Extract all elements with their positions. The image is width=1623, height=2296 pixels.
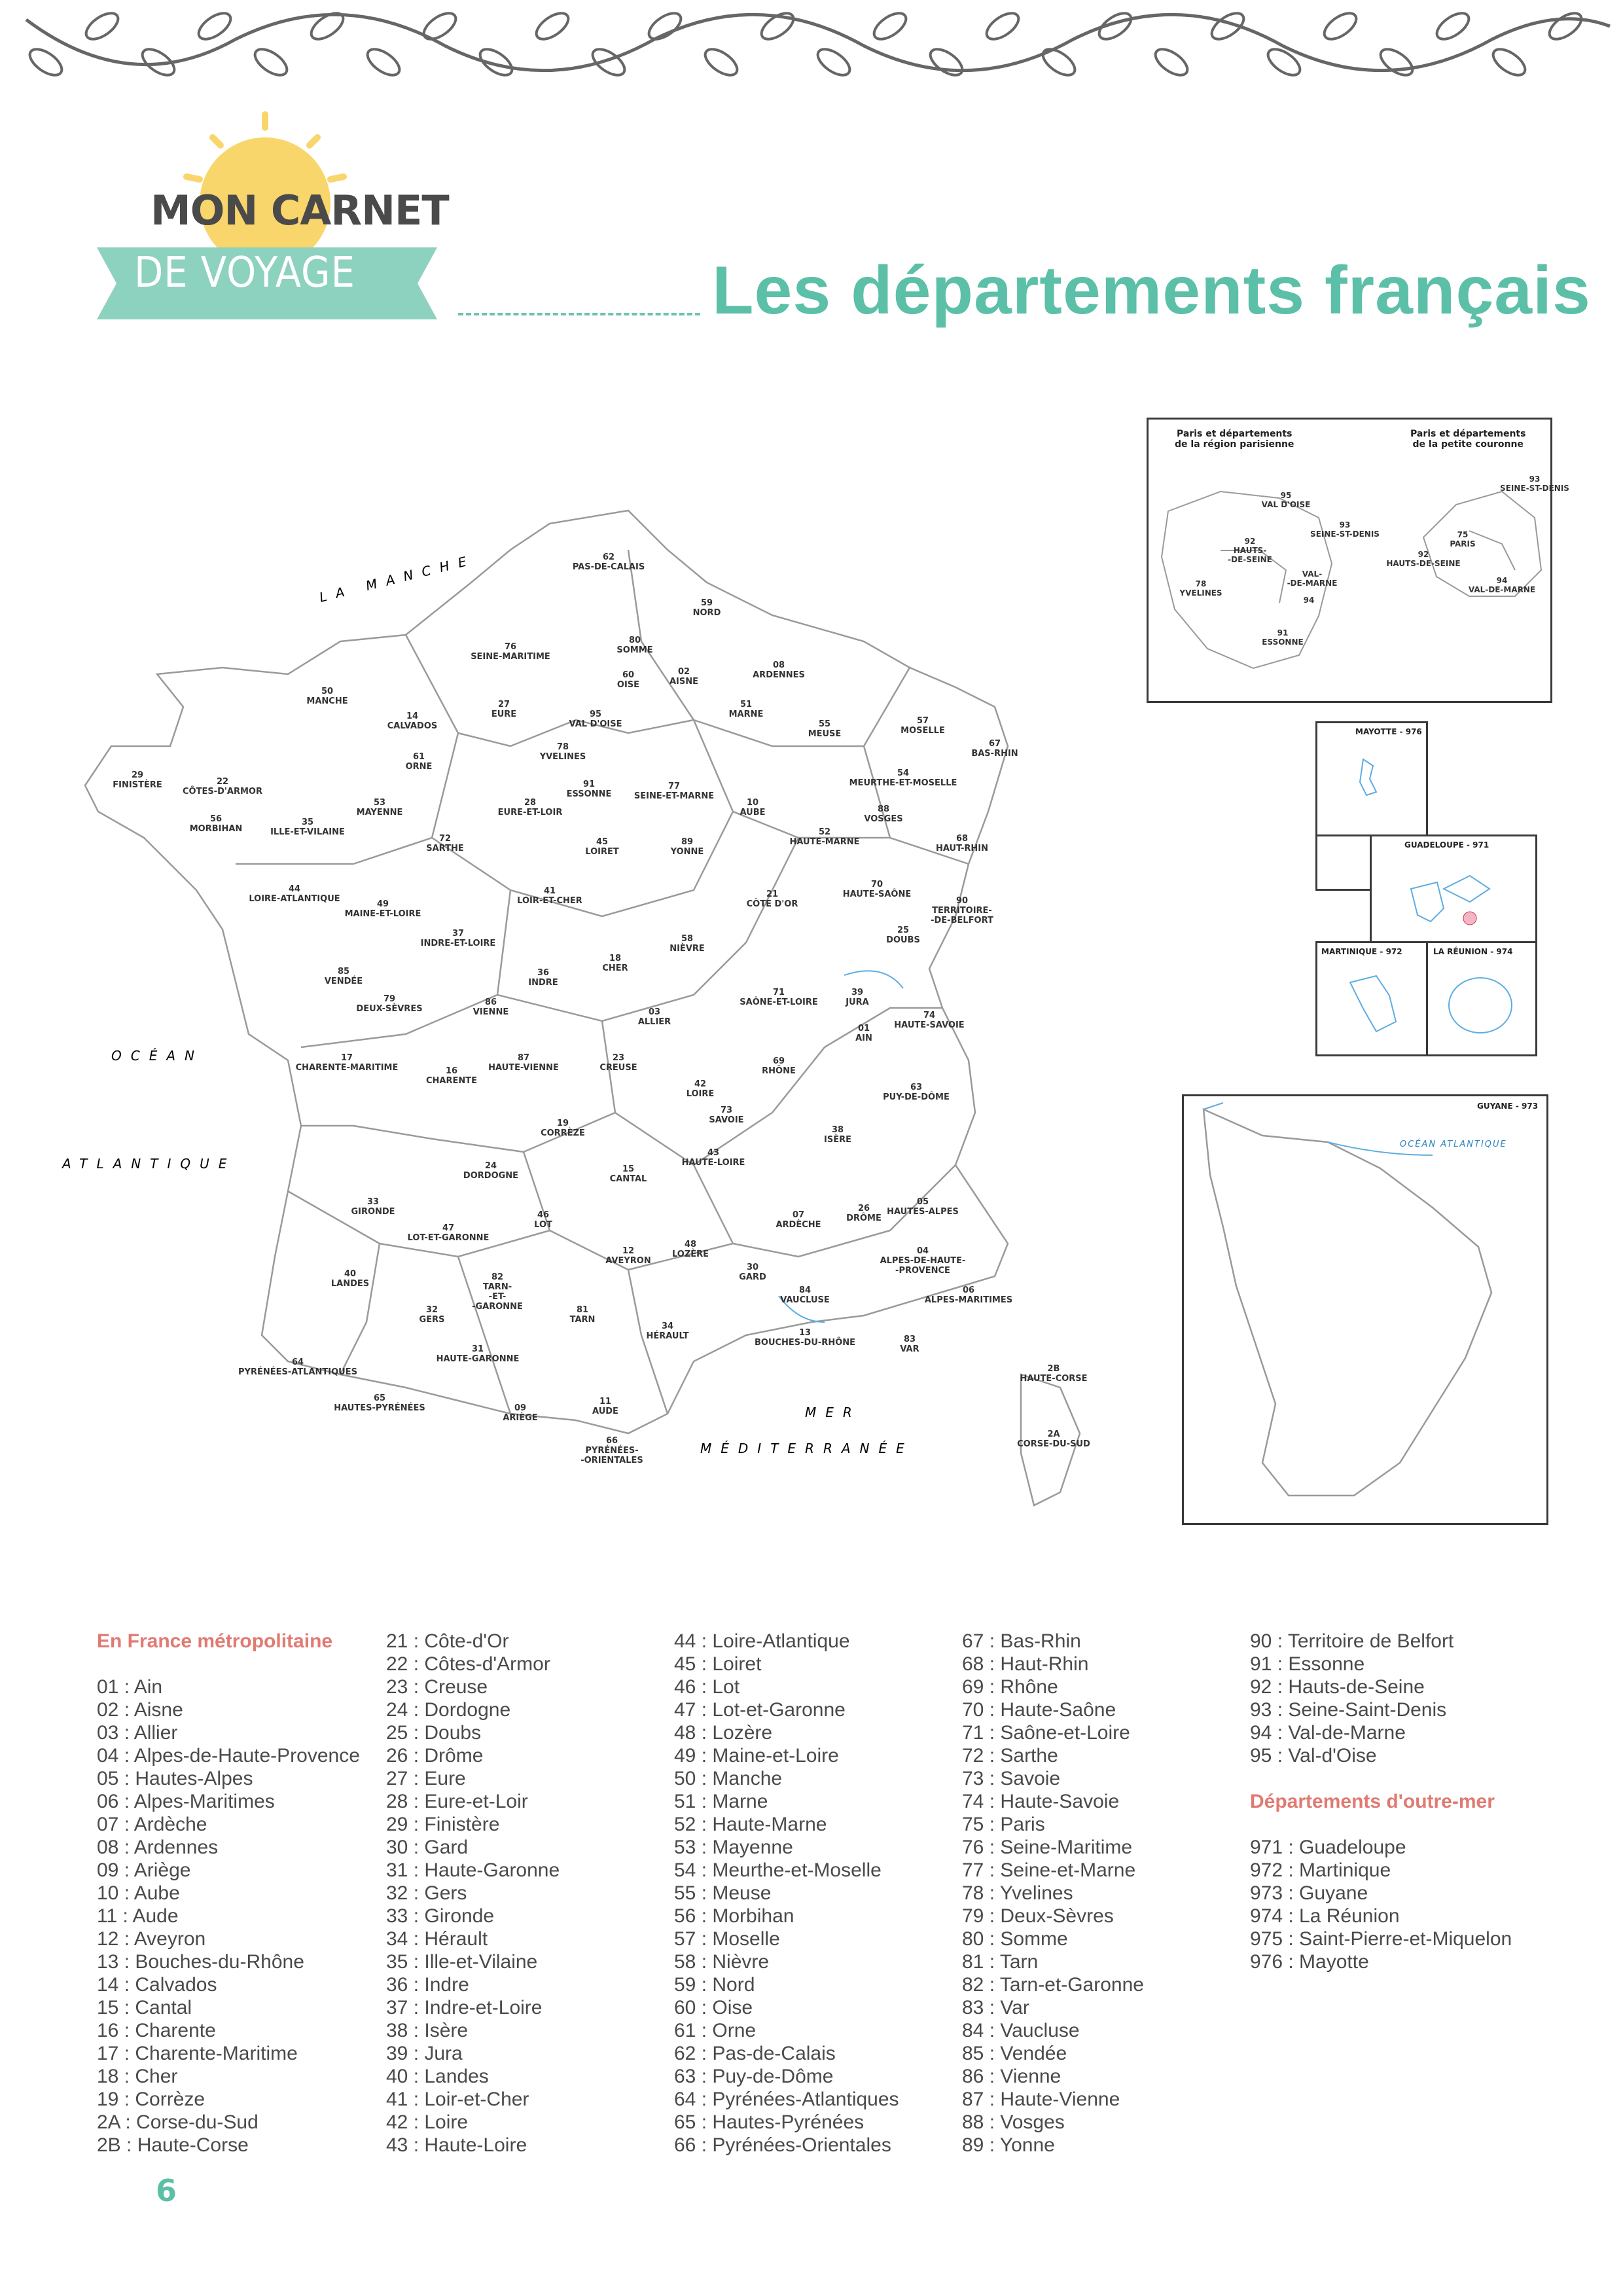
dept-label-15: 15 CANTAL xyxy=(609,1164,647,1184)
legend-item: 66 : Pyrénées-Orientales xyxy=(674,2134,891,2156)
page-number: 6 xyxy=(156,2173,177,2208)
leaf-icon xyxy=(645,8,685,44)
legend-item: 90 : Territoire de Belfort xyxy=(1250,1630,1454,1652)
legend-item: 08 : Ardennes xyxy=(97,1837,219,1858)
legend-item: 55 : Meuse xyxy=(674,1882,772,1904)
legend-item: 37 : Indre-et-Loire xyxy=(386,1997,543,2018)
dept-label-41: 41 LOIR-ET-CHER xyxy=(517,886,582,906)
guyane-map xyxy=(1184,1096,1546,1523)
guadeloupe-small-inset xyxy=(1315,834,1372,891)
legend-item: 49 : Maine-et-Loire xyxy=(674,1745,839,1767)
legend-item: 17 : Charente-Maritime xyxy=(97,2043,298,2064)
legend-item: 56 : Morbihan xyxy=(674,1905,794,1927)
dept-label-82: 82 TARN--ET--GARONNE xyxy=(472,1272,523,1312)
dept-label-77: 77 SEINE-ET-MARNE xyxy=(633,781,715,801)
title-divider xyxy=(458,313,700,315)
legend-item: 52 : Haute-Marne xyxy=(674,1814,827,1835)
dept-label-02: 02 AISNE xyxy=(669,667,699,687)
legend-item: 63 : Puy-de-Dôme xyxy=(674,2066,834,2087)
legend-item: 76 : Seine-Maritime xyxy=(962,1837,1133,1858)
legend-item: 58 : Nièvre xyxy=(674,1951,770,1973)
dept-label-34: 34 HÉRAULT xyxy=(646,1321,689,1341)
dept-label-18: 18 CHER xyxy=(602,954,628,973)
legend-item: 31 : Haute-Garonne xyxy=(386,1859,560,1881)
legend-item: 68 : Haut-Rhin xyxy=(962,1653,1089,1675)
legend-item: 33 : Gironde xyxy=(386,1905,495,1927)
dept-label-2A: 2A CORSE-DU-SUD xyxy=(1017,1429,1090,1449)
legend-item: 87 : Haute-Vienne xyxy=(962,2089,1120,2110)
paris-label-94: 94 xyxy=(1303,596,1315,605)
paris-label-95: 95 VAL D'OISE xyxy=(1261,491,1311,509)
leaf-icon xyxy=(82,8,122,44)
dept-label-89: 89 YONNE xyxy=(670,837,704,857)
legend-item: 976 : Mayotte xyxy=(1250,1951,1369,1973)
legend-item: 14 : Calvados xyxy=(97,1974,217,1996)
dept-label-66: 66 PYRÉNÉES--ORIENTALES xyxy=(580,1436,643,1465)
leaf-icon xyxy=(26,44,66,80)
legend-item: 11 : Aude xyxy=(97,1905,179,1927)
legend-item: 64 : Pyrénées-Atlantiques xyxy=(674,2089,899,2110)
dept-label-42: 42 LOIRE xyxy=(686,1079,715,1099)
dept-label-16: 16 CHARENTE xyxy=(426,1066,477,1086)
mayotte-island-icon xyxy=(1350,756,1389,802)
legend-item: 32 : Gers xyxy=(386,1882,467,1904)
legend-item: 23 : Creuse xyxy=(386,1676,488,1698)
dept-label-88: 88 VOSGES xyxy=(864,804,903,824)
legend-item: 92 : Hauts-de-Seine xyxy=(1250,1676,1425,1698)
dept-label-10: 10 AUBE xyxy=(740,798,766,817)
leaf-icon xyxy=(813,44,854,80)
dept-label-19: 19 CORRÈZE xyxy=(541,1119,585,1138)
dept-label-09: 09 ARIÈGE xyxy=(503,1403,538,1423)
legend-item: 60 : Oise xyxy=(674,1997,753,2018)
dept-label-33: 33 GIRONDE xyxy=(351,1197,395,1217)
page-title: Les départements français xyxy=(712,253,1591,329)
legend-item: 45 : Loiret xyxy=(674,1653,762,1675)
dept-label-2B: 2B HAUTE-CORSE xyxy=(1020,1364,1088,1384)
legend-item: 91 : Essonne xyxy=(1250,1653,1365,1675)
leaf-icon xyxy=(1489,44,1529,80)
legend-item: 22 : Côtes-d'Armor xyxy=(386,1653,550,1675)
dept-label-64: 64 PYRÉNÉES-ATLANTIQUES xyxy=(238,1357,357,1377)
dept-label-67: 67 BAS-RHIN xyxy=(971,739,1018,759)
legend-item: 54 : Meurthe-et-Moselle xyxy=(674,1859,882,1881)
leaf-icon xyxy=(138,44,179,80)
legend-item: 86 : Vienne xyxy=(962,2066,1061,2087)
dept-label-25: 25 DOUBS xyxy=(886,925,920,945)
dept-label-53: 53 MAYENNE xyxy=(356,798,403,817)
dept-label-83: 83 VAR xyxy=(900,1335,919,1354)
legend-item: 24 : Dordogne xyxy=(386,1699,511,1721)
legend-item: 971 : Guadeloupe xyxy=(1250,1837,1406,1858)
dept-label-84: 84 VAUCLUSE xyxy=(780,1285,830,1305)
leaf-icon xyxy=(1433,8,1473,44)
legend-item: 77 : Seine-et-Marne xyxy=(962,1859,1136,1881)
dept-label-44: 44 LOIRE-ATLANTIQUE xyxy=(249,884,340,904)
leaf-icon xyxy=(1320,8,1361,44)
dept-label-28: 28 EURE-ET-LOIR xyxy=(497,798,563,817)
dept-label-35: 35 ILLE-ET-VILAINE xyxy=(270,817,345,837)
legend-item: 13 : Bouches-du-Rhône xyxy=(97,1951,304,1973)
leaf-icon xyxy=(701,44,741,80)
legend-item: 973 : Guyane xyxy=(1250,1882,1368,1904)
dept-label-72: 72 SARTHE xyxy=(426,834,464,853)
legend-item: 67 : Bas-Rhin xyxy=(962,1630,1081,1652)
dept-label-36: 36 INDRE xyxy=(528,968,558,988)
dept-label-17: 17 CHARENTE-MARITIME xyxy=(295,1053,399,1073)
legend-item: 44 : Loire-Atlantique xyxy=(674,1630,850,1652)
legend-item: 28 : Eure-et-Loir xyxy=(386,1791,528,1812)
legend-item: 02 : Aisne xyxy=(97,1699,183,1721)
dept-label-71: 71 SAÔNE-ET-LOIRE xyxy=(740,988,818,1007)
paris-label-92: 92 HAUTS-DE-SEINE xyxy=(1386,550,1461,568)
legend-item: 74 : Haute-Savoie xyxy=(962,1791,1120,1812)
dept-label-05: 05 HAUTES-ALPES xyxy=(887,1197,959,1217)
dept-label-68: 68 HAUT-RHIN xyxy=(935,834,989,853)
leaf-icon xyxy=(588,44,629,80)
legend-item: 93 : Seine-Saint-Denis xyxy=(1250,1699,1447,1721)
legend-item: 84 : Vaucluse xyxy=(962,2020,1080,2041)
legend-item: 75 : Paris xyxy=(962,1814,1045,1835)
guadeloupe-title: GUADELOUPE - 971 xyxy=(1404,840,1489,850)
dept-label-21: 21 CÔTE D'OR xyxy=(746,889,798,909)
dept-label-73: 73 SAVOIE xyxy=(709,1105,744,1125)
legend-item: 51 : Marne xyxy=(674,1791,768,1812)
legend-item: 69 : Rhône xyxy=(962,1676,1058,1698)
legend-item: 80 : Somme xyxy=(962,1928,1068,1950)
paris-inset xyxy=(1147,418,1569,703)
legend-item: 70 : Haute-Saône xyxy=(962,1699,1116,1721)
leaf-icon xyxy=(194,8,235,44)
dept-label-59: 59 NORD xyxy=(692,598,721,618)
paris-label-92: 92 HAUTS--DE-SEINE xyxy=(1228,537,1272,564)
legend-item: 47 : Lot-et-Garonne xyxy=(674,1699,846,1721)
legend-item: 975 : Saint-Pierre-et-Miquelon xyxy=(1250,1928,1512,1950)
legend-item: 03 : Allier xyxy=(97,1722,178,1744)
paris-label-78: 78 YVELINES xyxy=(1179,579,1222,598)
legend-item: 79 : Deux-Sèvres xyxy=(962,1905,1114,1927)
legend-item: 83 : Var xyxy=(962,1997,1029,2018)
dept-label-70: 70 HAUTE-SAÔNE xyxy=(842,880,912,899)
legend-item: 38 : Isère xyxy=(386,2020,469,2041)
legend-item: 42 : Loire xyxy=(386,2111,469,2133)
sea-label-mediterranee: MÉDITERRANÉE xyxy=(700,1441,914,1456)
dept-label-63: 63 PUY-DE-DÔME xyxy=(883,1083,950,1102)
martinique-inset xyxy=(1315,941,1428,1056)
legend-item: 16 : Charente xyxy=(97,2020,216,2041)
sea-label-mer: MER xyxy=(805,1405,861,1420)
dept-label-40: 40 LANDES xyxy=(330,1269,370,1289)
dept-label-61: 61 ORNE xyxy=(405,752,433,772)
leaf-icon xyxy=(251,44,291,80)
dept-label-11: 11 AUDE xyxy=(592,1397,618,1416)
dept-label-60: 60 OISE xyxy=(616,670,640,690)
france-map xyxy=(39,471,1126,1518)
dept-label-23: 23 CREUSE xyxy=(599,1053,637,1073)
dept-label-50: 50 MANCHE xyxy=(306,687,348,706)
paris-label-94: 94 VAL-DE-MARNE xyxy=(1468,576,1536,594)
dept-label-95: 95 VAL D'OISE xyxy=(569,709,622,729)
dept-label-32: 32 GERS xyxy=(419,1305,445,1325)
paris-label-x: VAL--DE-MARNE xyxy=(1287,569,1338,588)
legend-item: 46 : Lot xyxy=(674,1676,740,1698)
legend-section-outremer: Départements d'outre-mer xyxy=(1250,1791,1495,1812)
dept-label-49: 49 MAINE-ET-LOIRE xyxy=(344,899,421,919)
leaf-icon xyxy=(1207,8,1248,44)
legend-item: 04 : Alpes-de-Haute-Provence xyxy=(97,1745,360,1767)
dept-label-12: 12 AVEYRON xyxy=(605,1246,651,1266)
paris-inset-title-left: Paris et départements de la région parisienne xyxy=(1175,429,1294,450)
legend-item: 06 : Alpes-Maritimes xyxy=(97,1791,275,1812)
legend-item: 18 : Cher xyxy=(97,2066,178,2087)
legend-item: 01 : Ain xyxy=(97,1676,163,1698)
legend-item: 78 : Yvelines xyxy=(962,1882,1073,1904)
legend-item: 94 : Val-de-Marne xyxy=(1250,1722,1406,1744)
dept-label-79: 79 DEUX-SÈVRES xyxy=(356,994,423,1014)
legend-item: 05 : Hautes-Alpes xyxy=(97,1768,253,1789)
paris-label-93: 93 SEINE-ST-DENIS xyxy=(1310,520,1380,539)
guadeloupe-island-icon xyxy=(1398,863,1516,935)
dept-label-87: 87 HAUTE-VIENNE xyxy=(488,1053,559,1073)
legend-item: 10 : Aube xyxy=(97,1882,180,1904)
legend-item: 40 : Landes xyxy=(386,2066,489,2087)
dept-label-81: 81 TARN xyxy=(569,1305,596,1325)
leaf-icon xyxy=(1151,44,1192,80)
legend-item: 88 : Vosges xyxy=(962,2111,1065,2133)
legend-item: 53 : Mayenne xyxy=(674,1837,793,1858)
guyane-inset xyxy=(1182,1094,1548,1525)
dept-label-07: 07 ARDÈCHE xyxy=(776,1210,821,1230)
legend-item: 974 : La Réunion xyxy=(1250,1905,1400,1927)
dept-label-22: 22 CÔTES-D'ARMOR xyxy=(183,777,262,797)
legend-item: 73 : Savoie xyxy=(962,1768,1061,1789)
mayotte-title: MAYOTTE - 976 xyxy=(1355,727,1422,736)
dept-label-76: 76 SEINE-MARITIME xyxy=(471,642,550,662)
legend-item: 35 : Ille-et-Vilaine xyxy=(386,1951,538,1973)
brand-top-text: MON CARNET xyxy=(151,187,449,234)
legend-item: 09 : Ariège xyxy=(97,1859,191,1881)
dept-label-24: 24 DORDOGNE xyxy=(463,1161,519,1181)
sea-label-ocean: OCÉAN xyxy=(111,1048,204,1064)
legend-item: 19 : Corrèze xyxy=(97,2089,205,2110)
dept-label-90: 90 TERRITOIRE--DE-BELFORT xyxy=(931,896,993,925)
legend-item: 50 : Manche xyxy=(674,1768,783,1789)
legend-item: 82 : Tarn-et-Garonne xyxy=(962,1974,1144,1996)
mayotte-inset xyxy=(1315,721,1428,836)
dept-label-27: 27 EURE xyxy=(491,700,517,719)
leaf-icon xyxy=(1264,44,1304,80)
leaf-icon xyxy=(532,8,573,44)
legend-item: 2A : Corse-du-Sud xyxy=(97,2111,259,2133)
leaf-garland-icon xyxy=(0,0,1623,98)
paris-label-91: 91 ESSONNE xyxy=(1262,628,1304,647)
dept-label-46: 46 LOT xyxy=(534,1210,552,1230)
legend-column-5 xyxy=(1250,1630,1512,1973)
legend-item: 26 : Drôme xyxy=(386,1745,484,1767)
leaf-icon xyxy=(476,44,516,80)
legend-item: 12 : Aveyron xyxy=(97,1928,206,1950)
dept-label-03: 03 ALLIER xyxy=(637,1007,671,1027)
dept-label-91: 91 ESSONNE xyxy=(566,780,612,799)
dept-label-65: 65 HAUTES-PYRÉNÉES xyxy=(334,1393,425,1413)
sea-label-manche: LA MANCHE xyxy=(317,551,477,605)
guadeloupe-inset xyxy=(1370,834,1537,943)
dept-label-47: 47 LOT-ET-GARONNE xyxy=(407,1223,490,1243)
dept-label-58: 58 NIÈVRE xyxy=(669,934,705,954)
legend-item: 89 : Yonne xyxy=(962,2134,1055,2156)
dept-label-85: 85 VENDÉE xyxy=(324,967,363,986)
dept-label-52: 52 HAUTE-MARNE xyxy=(789,827,860,847)
legend-item: 71 : Saône-et-Loire xyxy=(962,1722,1130,1744)
dept-label-01: 01 AIN xyxy=(855,1024,872,1043)
leaf-icon xyxy=(1376,44,1417,80)
dept-label-45: 45 LOIRET xyxy=(585,837,619,857)
dept-label-56: 56 MORBIHAN xyxy=(189,814,243,834)
dept-label-14: 14 CALVADOS xyxy=(387,711,438,731)
dept-label-62: 62 PAS-DE-CALAIS xyxy=(572,552,645,572)
brand-sub-text: DE VOYAGE xyxy=(134,249,355,297)
dept-label-69: 69 RHÔNE xyxy=(762,1056,796,1076)
dept-label-57: 57 MOSELLE xyxy=(901,716,945,736)
legend-item: 48 : Lozère xyxy=(674,1722,773,1744)
legend-item: 57 : Moselle xyxy=(674,1928,780,1950)
legend-item: 29 : Finistère xyxy=(386,1814,500,1835)
paris-label-93: 93 SEINE-ST-DENIS xyxy=(1500,475,1569,493)
dept-label-30: 30 GARD xyxy=(739,1263,766,1282)
dept-label-38: 38 ISÈRE xyxy=(824,1125,851,1145)
dept-label-13: 13 BOUCHES-DU-RHÔNE xyxy=(754,1328,856,1348)
legend-item: 27 : Eure xyxy=(386,1768,466,1789)
dept-label-37: 37 INDRE-ET-LOIRE xyxy=(420,929,496,948)
sea-label-atlantique: ATLANTIQUE xyxy=(62,1156,236,1172)
dept-label-26: 26 DRÔME xyxy=(846,1204,882,1223)
legend-column-2 xyxy=(386,1630,560,2157)
legend-item: 2B : Haute-Corse xyxy=(97,2134,249,2156)
martinique-island-icon xyxy=(1344,969,1409,1041)
dept-label-48: 48 LOZÈRE xyxy=(671,1240,709,1259)
legend-column-4 xyxy=(962,1630,1144,2157)
legend-column-3 xyxy=(674,1630,899,2157)
dept-label-31: 31 HAUTE-GARONNE xyxy=(436,1344,520,1364)
dept-label-54: 54 MEURTHE-ET-MOSELLE xyxy=(849,768,957,788)
legend-item: 34 : Hérault xyxy=(386,1928,488,1950)
dept-label-43: 43 HAUTE-LOIRE xyxy=(681,1148,745,1168)
dept-label-86: 86 VIENNE xyxy=(473,997,509,1017)
guyane-sea-label: OCÉAN ATLANTIQUE xyxy=(1400,1139,1507,1149)
legend-column-1 xyxy=(97,1630,360,2157)
dept-label-39: 39 JURA xyxy=(846,988,869,1007)
legend-item: 59 : Nord xyxy=(674,1974,755,1996)
legend-item: 972 : Martinique xyxy=(1250,1859,1391,1881)
martinique-title: MARTINIQUE - 972 xyxy=(1321,947,1402,956)
leaf-icon xyxy=(1095,8,1135,44)
legend-item: 21 : Côte-d'Or xyxy=(386,1630,509,1652)
legend-section-metropole: En France métropolitaine xyxy=(97,1630,333,1652)
legend-item: 15 : Cantal xyxy=(97,1997,192,2018)
dept-label-74: 74 HAUTE-SAVOIE xyxy=(894,1011,965,1030)
legend-item: 36 : Indre xyxy=(386,1974,469,1996)
dept-label-29: 29 FINISTÈRE xyxy=(113,770,162,790)
paris-region-map xyxy=(1149,420,1569,701)
paris-inset-title-right: Paris et départements de la petite couronne xyxy=(1410,429,1526,450)
leaf-icon xyxy=(1039,44,1079,80)
dept-label-04: 04 ALPES-DE-HAUTE--PROVENCE xyxy=(880,1246,966,1276)
legend-item: 65 : Hautes-Pyrénées xyxy=(674,2111,865,2133)
leaf-icon xyxy=(363,44,404,80)
paris-label-75: 75 PARIS xyxy=(1450,530,1476,548)
leaf-icon xyxy=(1545,8,1586,44)
dept-label-80: 80 SOMME xyxy=(616,636,653,655)
legend-item: 72 : Sarthe xyxy=(962,1745,1058,1767)
legend-item: 30 : Gard xyxy=(386,1837,469,1858)
legend-item: 43 : Haute-Loire xyxy=(386,2134,527,2156)
dept-label-78: 78 YVELINES xyxy=(539,742,586,762)
leaf-icon xyxy=(982,8,1023,44)
reunion-island-icon xyxy=(1441,969,1520,1041)
leaf-icon xyxy=(870,8,910,44)
guyane-title: GUYANE - 973 xyxy=(1477,1102,1539,1111)
legend-item: 07 : Ardèche xyxy=(97,1814,207,1835)
legend-item: 85 : Vendée xyxy=(962,2043,1067,2064)
legend-item: 39 : Jura xyxy=(386,2043,463,2064)
legend-item: 81 : Tarn xyxy=(962,1951,1039,1973)
dept-label-55: 55 MEUSE xyxy=(808,719,842,739)
legend-item: 41 : Loir-et-Cher xyxy=(386,2089,529,2110)
dept-label-51: 51 MARNE xyxy=(728,700,764,719)
legend-item: 95 : Val-d'Oise xyxy=(1250,1745,1377,1767)
reunion-title: LA RÉUNION - 974 xyxy=(1433,947,1513,956)
reunion-inset xyxy=(1426,941,1537,1056)
dept-label-08: 08 ARDENNES xyxy=(753,660,805,680)
legend-item: 61 : Orne xyxy=(674,2020,757,2041)
leaf-icon xyxy=(419,8,460,44)
legend-item: 62 : Pas-de-Calais xyxy=(674,2043,836,2064)
leaf-icon xyxy=(926,44,967,80)
dept-label-06: 06 ALPES-MARITIMES xyxy=(924,1285,1013,1305)
legend-item: 25 : Doubs xyxy=(386,1722,482,1744)
